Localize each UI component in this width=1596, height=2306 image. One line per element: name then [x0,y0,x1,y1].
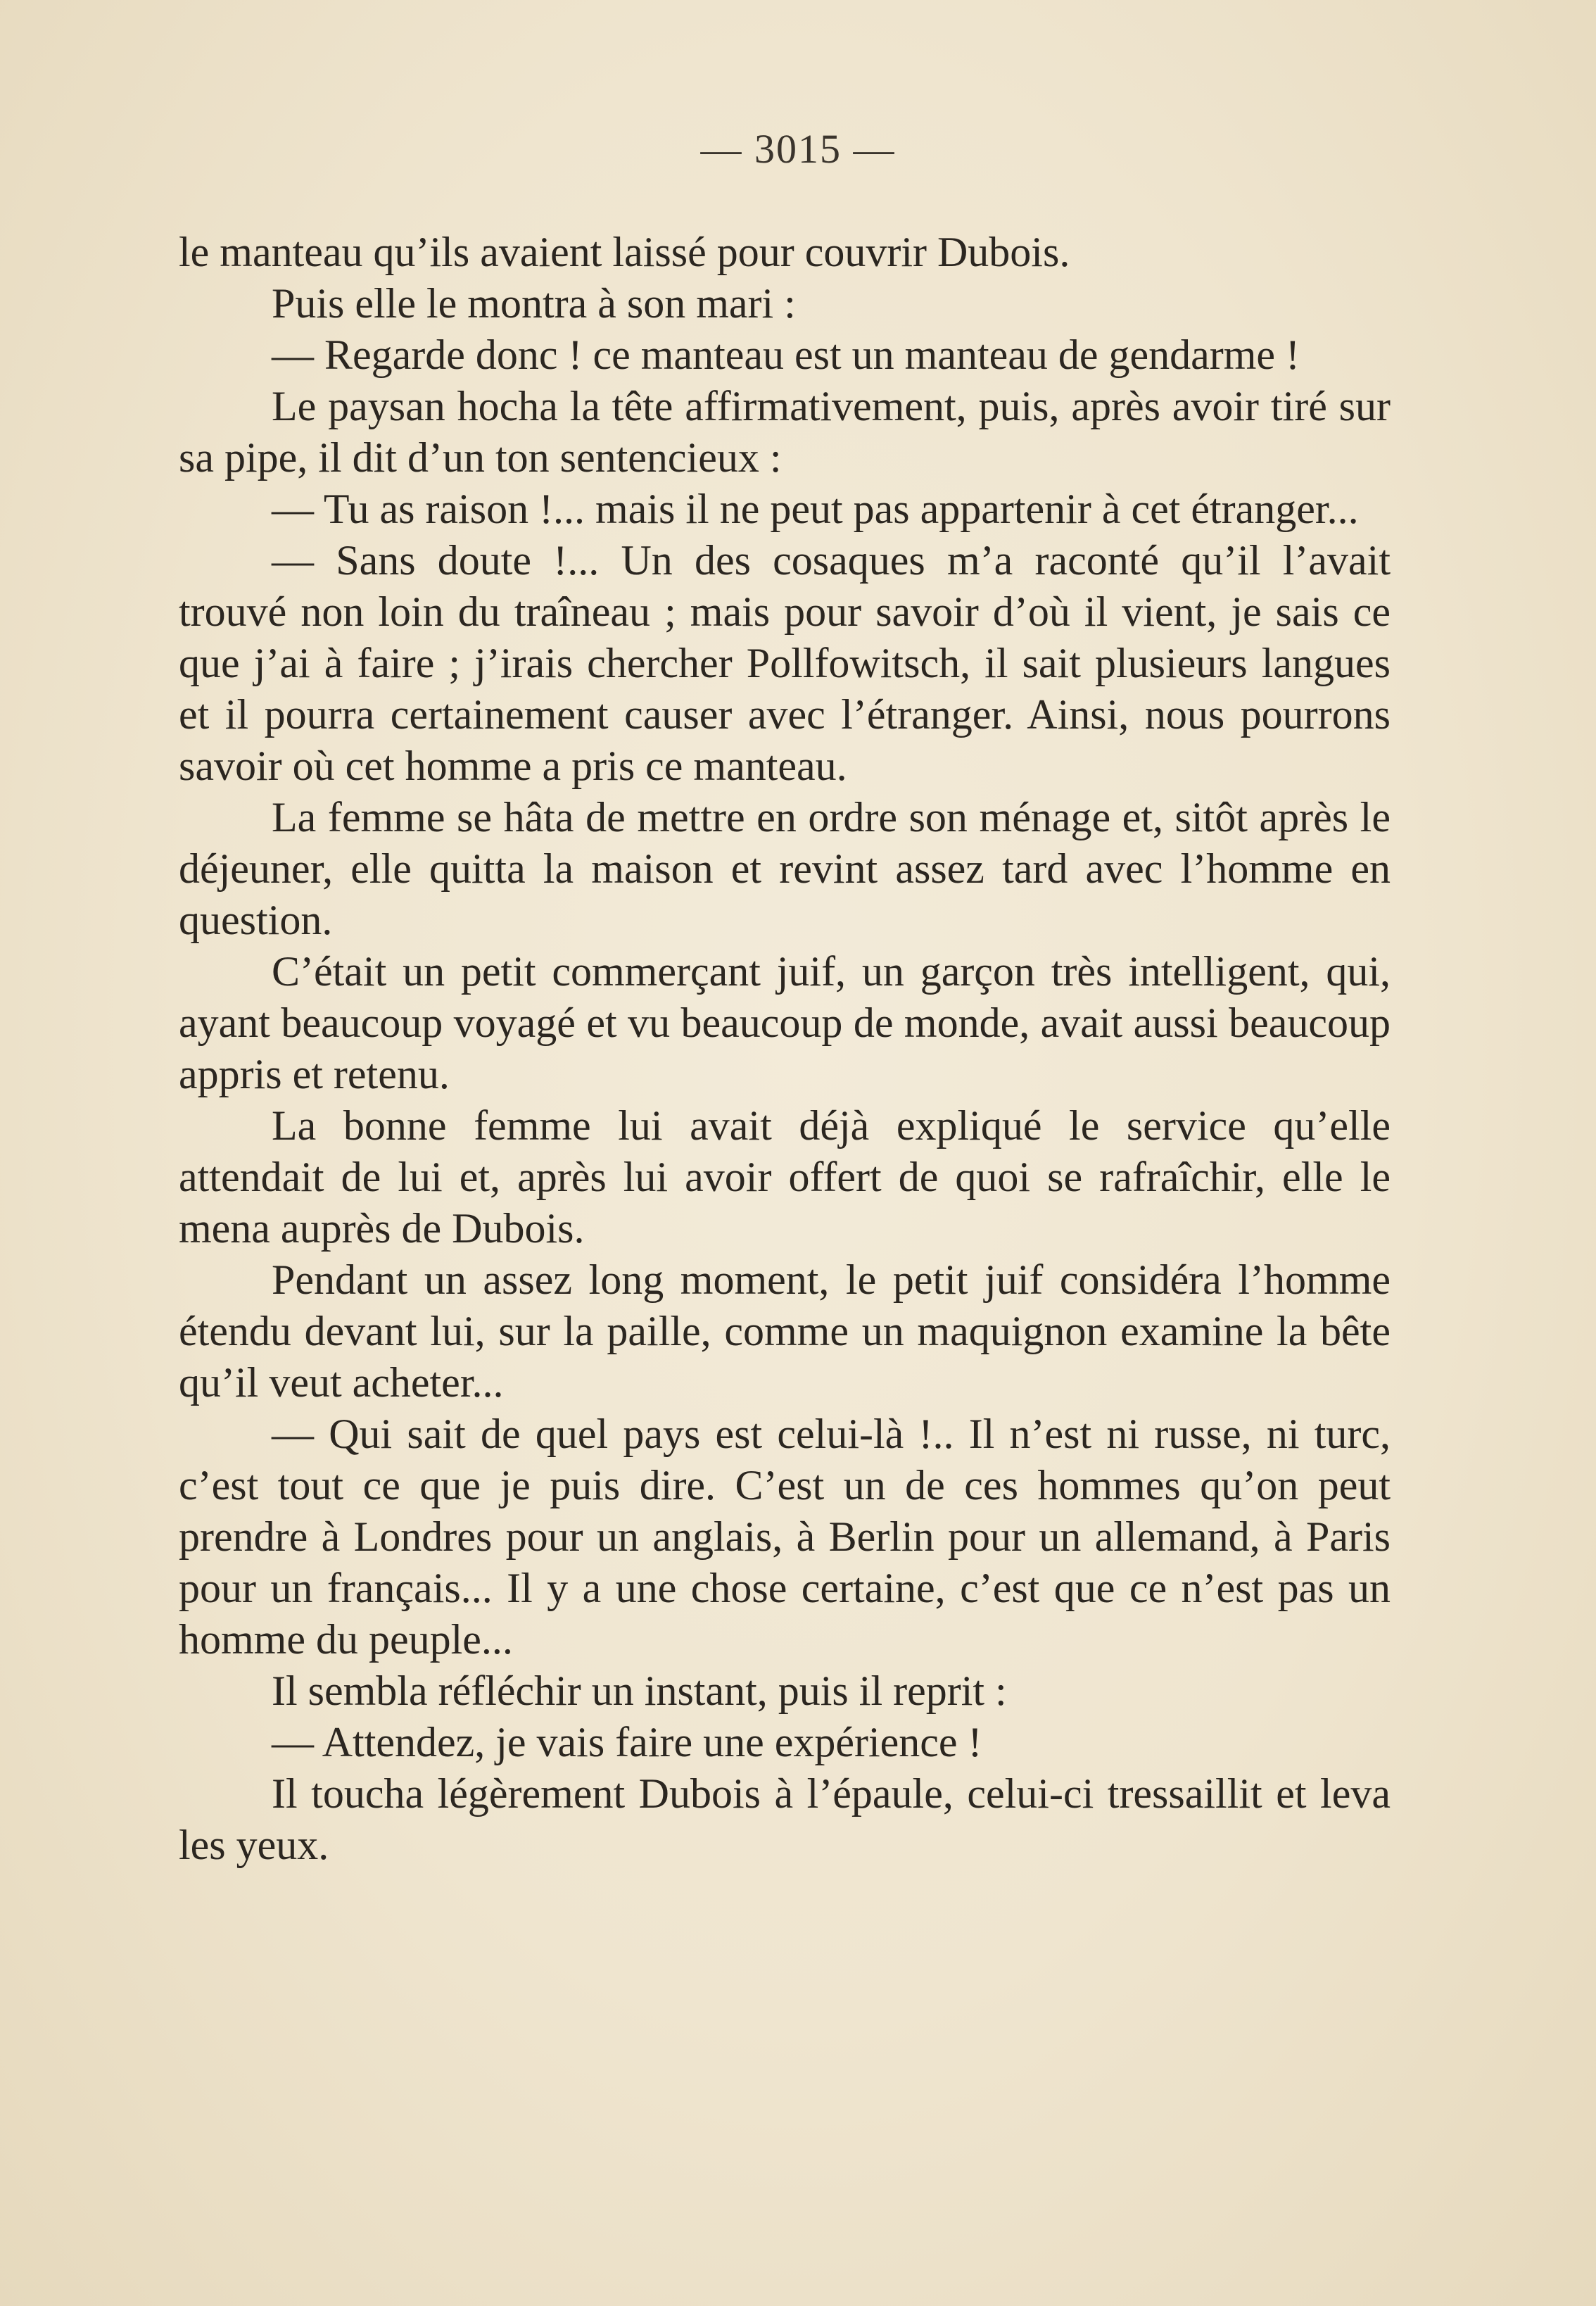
paragraph: — Sans doute !... Un des cosaques m’a raconté qu’il l’avait trouvé non loin du traîneau ; mais pour savoir d’où il vient, je sais ce que j’ai à faire ; j’irais chercher Pollfowitsch, il sait plusieurs langues et il pourra certainement causer avec l’étranger. Ainsi, nous pourrons savoir où cet homme a pris ce manteau. [179,537,1391,789]
page-number: — 3015 — [700,126,896,172]
paragraph: La femme se hâta de mettre en ordre son ménage et, sitôt après le déjeuner, elle quitta la maison et revint assez tard avec l’homme en question. [179,794,1391,943]
paragraph: — Tu as raison !... mais il ne peut pas appartenir à cet étranger... [272,486,1359,532]
paragraph: Puis elle le montra à son mari : [272,280,796,327]
paragraph: — Qui sait de quel pays est celui-là !.. Il n’est ni russe, ni turc, c’est tout ce que je puis dire. C’est un de ces hommes qu’on peut prendre à Londres pour un anglais, à Berlin pour un allemand, à Paris pour un français... Il y a une chose certaine, c’est que ce n’est pas un homme du peuple... [179,1411,1391,1663]
paragraph: Il toucha légèrement Dubois à l’épaule, celui-ci tressaillit et leva les yeux. [179,1770,1391,1868]
paragraph: C’était un petit commerçant juif, un garçon très intelligent, qui, ayant beaucoup voyagé et vu beaucoup de monde, avait aussi beaucoup appris et retenu. [179,948,1391,1097]
paragraph: Le paysan hocha la tête affirmativement, puis, après avoir tiré sur sa pipe, il dit d’un ton sentencieux : [179,383,1391,481]
paragraph: Pendant un assez long moment, le petit juif considéra l’homme étendu devant lui, sur la paille, comme un maquignon examine la bête qu’il veut acheter... [179,1256,1391,1406]
paragraph: La bonne femme lui avait déjà expliqué le service qu’elle attendait de lui et, après lui avoir offert de quoi se rafraîchir, elle le mena auprès de Dubois. [179,1102,1391,1252]
paragraph: le manteau qu’ils avaient laissé pour couvrir Dubois. [179,229,1070,275]
paragraph: — Attendez, je vais faire une expérience ! [272,1719,982,1765]
paragraph: — Regarde donc ! ce manteau est un manteau de gendarme ! [272,332,1300,378]
body-text [179,227,1391,1871]
paragraph: Il sembla réfléchir un instant, puis il reprit : [272,1668,1007,1714]
